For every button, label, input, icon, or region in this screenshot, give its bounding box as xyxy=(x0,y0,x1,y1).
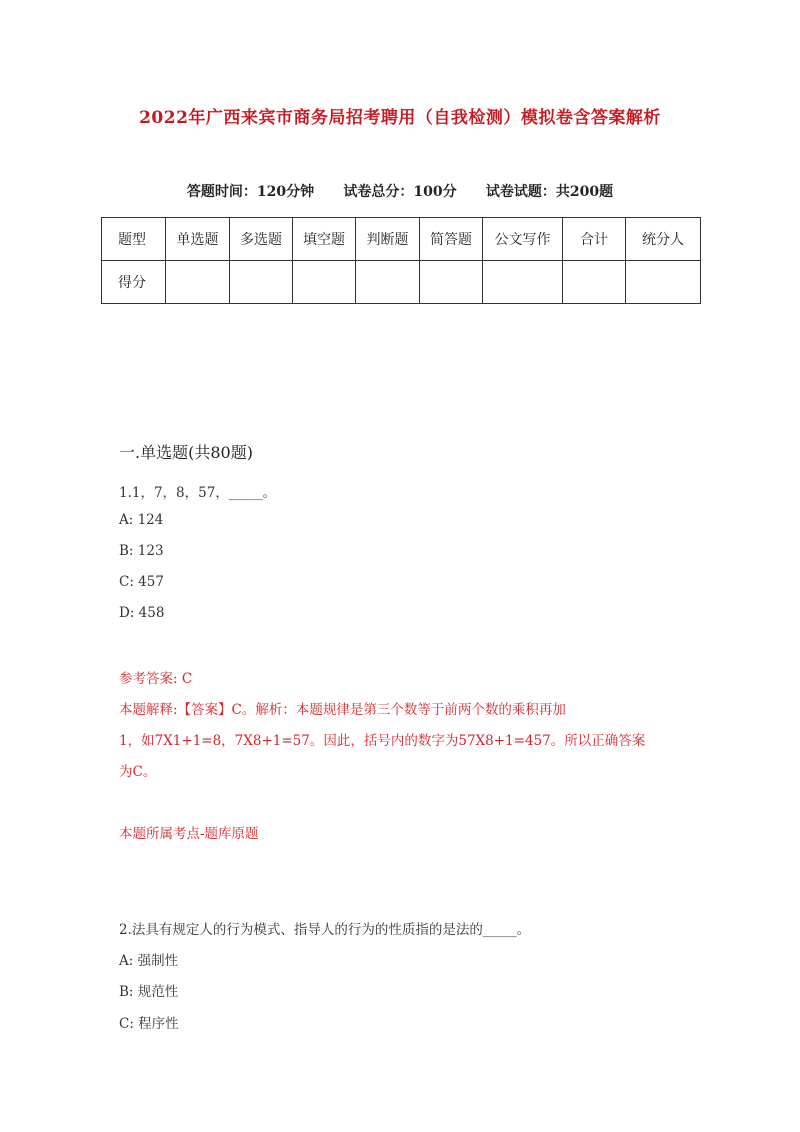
question-1-explanation-line: 为C。 xyxy=(119,764,157,780)
exam-meta xyxy=(0,181,800,201)
exam-total-score: 试卷总分：100分 xyxy=(343,184,457,200)
question-2-option-b: B: 规范性 xyxy=(119,984,179,1000)
score-cell xyxy=(626,261,701,304)
score-cell xyxy=(420,261,483,304)
score-table-header: 合计 xyxy=(563,218,626,261)
score-table-header: 简答题 xyxy=(420,218,483,261)
score-table-header: 统分人 xyxy=(626,218,701,261)
question-1-option-d: D: 458 xyxy=(119,605,165,621)
score-table-header: 题型 xyxy=(102,218,166,261)
question-1-stem: 1.1，7，8，57，_____。 xyxy=(119,485,277,501)
section-title: 一.单选题(共80题) xyxy=(119,443,253,462)
score-table-header-row xyxy=(102,218,701,261)
score-cell xyxy=(483,261,563,304)
score-cell xyxy=(563,261,626,304)
question-1-option-c: C: 457 xyxy=(119,574,164,590)
question-2-stem: 2.法具有规定人的行为模式、指导人的行为的性质指的是法的_____。 xyxy=(119,922,531,938)
score-table xyxy=(101,217,701,304)
exam-question-count: 试卷试题：共200题 xyxy=(485,184,614,200)
score-cell xyxy=(356,261,420,304)
question-2-option-a: A: 强制性 xyxy=(119,953,179,969)
question-1-explanation-line: 1，如7X1+1=8，7X8+1=57。因此，括号内的数字为57X8+1=457。所以正确答案 xyxy=(119,733,646,749)
score-table-header: 判断题 xyxy=(356,218,420,261)
score-cell xyxy=(293,261,356,304)
score-cell xyxy=(166,261,230,304)
score-table-score-row xyxy=(102,261,701,304)
question-1-explanation-line: 本题解释:【答案】C。解析：本题规律是第三个数等于前两个数的乘积再加 xyxy=(119,702,566,718)
score-table-header: 多选题 xyxy=(230,218,293,261)
exam-time: 答题时间：120分钟 xyxy=(186,184,315,200)
document-title: 2022年广西来宾市商务局招考聘用（自我检测）模拟卷含答案解析 xyxy=(139,108,661,128)
score-table-header: 单选题 xyxy=(166,218,230,261)
score-cell xyxy=(230,261,293,304)
question-1-option-a: A: 124 xyxy=(119,512,164,528)
score-table-header: 公文写作 xyxy=(483,218,563,261)
question-1-topic: 本题所属考点-题库原题 xyxy=(119,826,259,842)
question-1-answer: 参考答案: C xyxy=(119,671,193,687)
score-row-label: 得分 xyxy=(102,261,166,304)
score-table-header: 填空题 xyxy=(293,218,356,261)
question-2-option-c: C: 程序性 xyxy=(119,1016,179,1032)
question-1-option-b: B: 123 xyxy=(119,543,164,559)
